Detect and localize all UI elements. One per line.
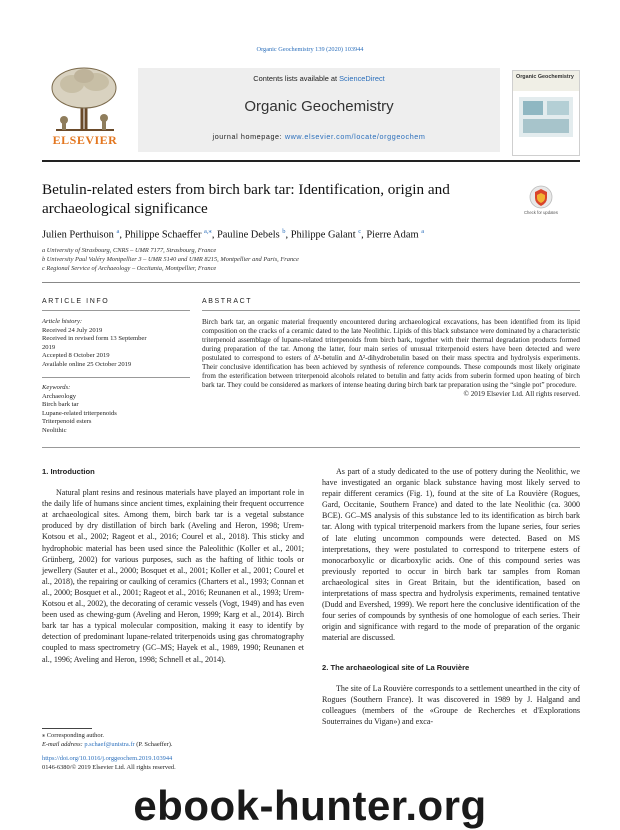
journal-name: Organic Geochemistry [244, 98, 394, 115]
journal-cover-thumbnail[interactable] [512, 70, 580, 156]
keywords-label: Keywords: [42, 384, 71, 391]
author-list: Julien Perthuison $^a$, Philippe Schaeffer $^{a,⁎}$, Pauline Debels $^b$, Philippe Galant $^c$, Pierre Adam $^a$ [42, 228, 425, 241]
journal-reference[interactable]: Organic Geochemistry 139 (2020) 103944 [256, 46, 364, 53]
body-paragraph: The site of La Rouvière corresponds to a settlement unearthed in the city of Rogues (Southern France). It was discovered in 1989 by J. Halgand and colleagues (members of the «Groupe de Recherches et d'Explorations Souterraines du Vigan») and exca- [322, 683, 580, 726]
section-heading-introduction: 1. Introduction [42, 467, 95, 476]
homepage-link[interactable]: www.elsevier.com/locate/orggeochem [284, 132, 426, 141]
header-rule [42, 160, 580, 162]
body-column-left [42, 466, 304, 665]
footnotes [42, 732, 304, 772]
article-info-rule [42, 310, 190, 311]
keywords [42, 384, 190, 436]
cover-title: Organic Geochemistry [516, 74, 574, 80]
author-name[interactable]: Philippe Galant [290, 229, 356, 241]
check-for-updates-icon[interactable] [526, 184, 556, 222]
email-note [42, 741, 304, 750]
affiliation-a: a University of Strasbourg, CNRS – UMR 7177, Strasbourg, France [42, 247, 217, 254]
keyword: Lupane-related triterpenoids [42, 409, 117, 417]
history-entry: Received in revised form 13 September [42, 335, 147, 343]
author-affiliation-mark[interactable]: a,⁎ [204, 228, 212, 235]
doi-link[interactable]: https://doi.org/10.1016/j.orggeochem.2019.103944 [42, 755, 173, 763]
history-entry: Received 24 July 2019 [42, 326, 103, 334]
cover-art-icon [513, 93, 579, 141]
section-divider [42, 282, 580, 283]
keywords-rule [42, 377, 190, 378]
abstract-text: Birch bark tar, an organic material frequently encountered during archaeological excavations, has been identified from its lipid composition on the cracks of a ceramic dated to the late Neolithic. Lipids of this black substance were dominated by a characteristic triterpenoid assemblage of lupane-related triterpenoids from birch bark, together with their thermal degradation products formed during preparation of the tar. Among the latter, four main series of unusual triterpenoid esters have been detected and were postulated to correspond to esters of Δ²-betulin and Δ²-dihydrobetulin based on their mass spectra and hydrolysis experiments. Their conclusive identification has been achieved by synthesis of reference compounds. These compounds most likely originate from the esterification between triterpenoid alcohols related to betulin and fatty acids from suberin formed upon heating of birch bark tar. They could be considered as markers of intense heating during birch bark tar preparation using the “single pot” procedure. [202, 318, 580, 390]
paper-title: Betulin-related esters from birch bark tar: Identification, origin and archaeological significance [42, 181, 450, 217]
body-paragraph: As part of a study dedicated to the use of pottery during the Neolithic, we have investigated an organic black substance having most likely served to repair different ceramics (Fig. 1), found at the site of La Rouvière (Rogues, Gard, Occitanie, Southern France) and dated to the late Neolithic (ca. 3000 BCE). GC–MS analysis of this substance led to its identification as birch bark tar. Along with typical triterpenoid markers from the lupane series, four series of late eluting uncommon compounds were detected. Based on MS interpretations, they were postulated to correspond to triterpene esters of monocarboxylic or dicarboxylic acids. One of this compound series was previously reported to occur in birch bark tar samples from Roman archaeological sites in Great Britain, but the identification, based on interpretations of mass spectra and hydrolysis experiments, remained tentative (Dudd and Evershed, 1999). We report here the conclusive identification of the four series of compounds by synthesis of one homologue of each series. Their origin and significance with regard to the mode of preparation of the organic material are discussed. [322, 467, 580, 643]
history-entry: 2019 [42, 343, 56, 351]
contents-availability [138, 74, 500, 83]
abstract-rule [202, 310, 580, 311]
issn-line: 0146-6380/© 2019 Elsevier Ltd. All rights reserved. [42, 763, 176, 771]
abstract-heading: ABSTRACT [202, 298, 253, 305]
body-column-right [322, 466, 580, 727]
contents-prefix: Contents lists available at [253, 74, 340, 83]
homepage-prefix: journal homepage: [212, 132, 285, 141]
email-suffix: (P. Schaeffer). [134, 740, 173, 748]
author-affiliation-mark[interactable]: b [282, 228, 286, 235]
author-affiliation-mark[interactable]: a [116, 228, 120, 235]
history-label: Article history: [42, 318, 83, 325]
footnote-rule [42, 728, 92, 729]
history-entry: Accepted 8 October 2019 [42, 352, 110, 360]
author-affiliation-mark[interactable]: c [358, 228, 362, 235]
author-name[interactable]: Pierre Adam [366, 229, 419, 241]
article-history [42, 318, 190, 370]
keyword: Birch bark tar [42, 401, 79, 409]
corresponding-author-note: ⁎ Corresponding author. [42, 732, 104, 739]
email-label: E-mail address: [42, 740, 85, 748]
section-divider [42, 447, 580, 448]
author-name[interactable]: Pauline Debels [217, 229, 280, 241]
watermark-text: ebook-hunter.org [133, 782, 487, 829]
masthead-banner [138, 68, 500, 152]
section-heading-site: 2. The archaeological site of La Rouvière [322, 662, 470, 672]
check-for-updates-label: Check for updates [524, 210, 558, 215]
affiliation-c: c Regional Service of Archaeology – Occitania, Montpellier, France [42, 265, 217, 272]
author-affiliation-mark[interactable]: a [421, 228, 425, 235]
keyword: Neolithic [42, 426, 67, 434]
abstract-body [202, 318, 580, 399]
keyword: Triterpenoid esters [42, 418, 92, 426]
keyword: Archaeology [42, 392, 77, 400]
journal-homepage [138, 132, 500, 141]
body-paragraph: Natural plant resins and resinous materials have played an important role in the daily life of humans since ancient times, explaining their frequent occurrence at archaeological sites. Among them, birch bark tar is a vegetal substance produced by dry distillation of birch bark (Aveling and Heron, 1998; Urem-Kotsou et al., 2002; Rageot et al., 2016; Courel et al., 2018). This sticky and hydrophobic material has been used since the Paleolithic (Koller et al., 2001; Grünberg, 2002) for various purposes, such as the hafting of lithic tools or jewellery (Sauter et al., 2000; Bosquet et al., 2001; Koller et al., 2001; Courel et al., 2018), the repairing or caulking of ceramics (Charters et al., 1993; Connan et al., 2000; Bosquet et al., 2001; Rageot et al., 2016; Reunanen et al., 1993; Urem-Kotsou et al., 2002), the decorating of ceramic vessels (Vogt, 1949) and has even been used as chewing-gum (Aveling and Heron, 1999; Karg et al., 2014). Birch bark tar has a typical molecular composition, making it easy to identify by detection of predominant lupane-related triterpenoids using gas chromatography coupled to mass spectrometry (GC–MS; Hayek et al., 1989, 1990; Reunanen et al., 1996; Aveling and Heron, 1998; Schnell et al., 2014). [42, 488, 304, 664]
journal-masthead [42, 64, 580, 154]
history-entry: Available online 25 October 2019 [42, 360, 132, 368]
sciencedirect-link[interactable]: ScienceDirect [339, 74, 385, 83]
abstract-copyright: © 2019 Elsevier Ltd. All rights reserved. [463, 390, 580, 399]
author-name[interactable]: Julien Perthuison [42, 229, 114, 241]
author-name[interactable]: Philippe Schaeffer [124, 229, 202, 241]
affiliation-b: b University Paul Valéry Montpellier 3 – UMR 5140 and UMR 8215, Montpellier and Paris, France [42, 256, 299, 263]
article-info-heading: ARTICLE INFO [42, 298, 110, 305]
elsevier-wordmark: ELSEVIER [52, 133, 118, 147]
email-link[interactable]: p.schaef@unistra.fr [84, 740, 135, 748]
